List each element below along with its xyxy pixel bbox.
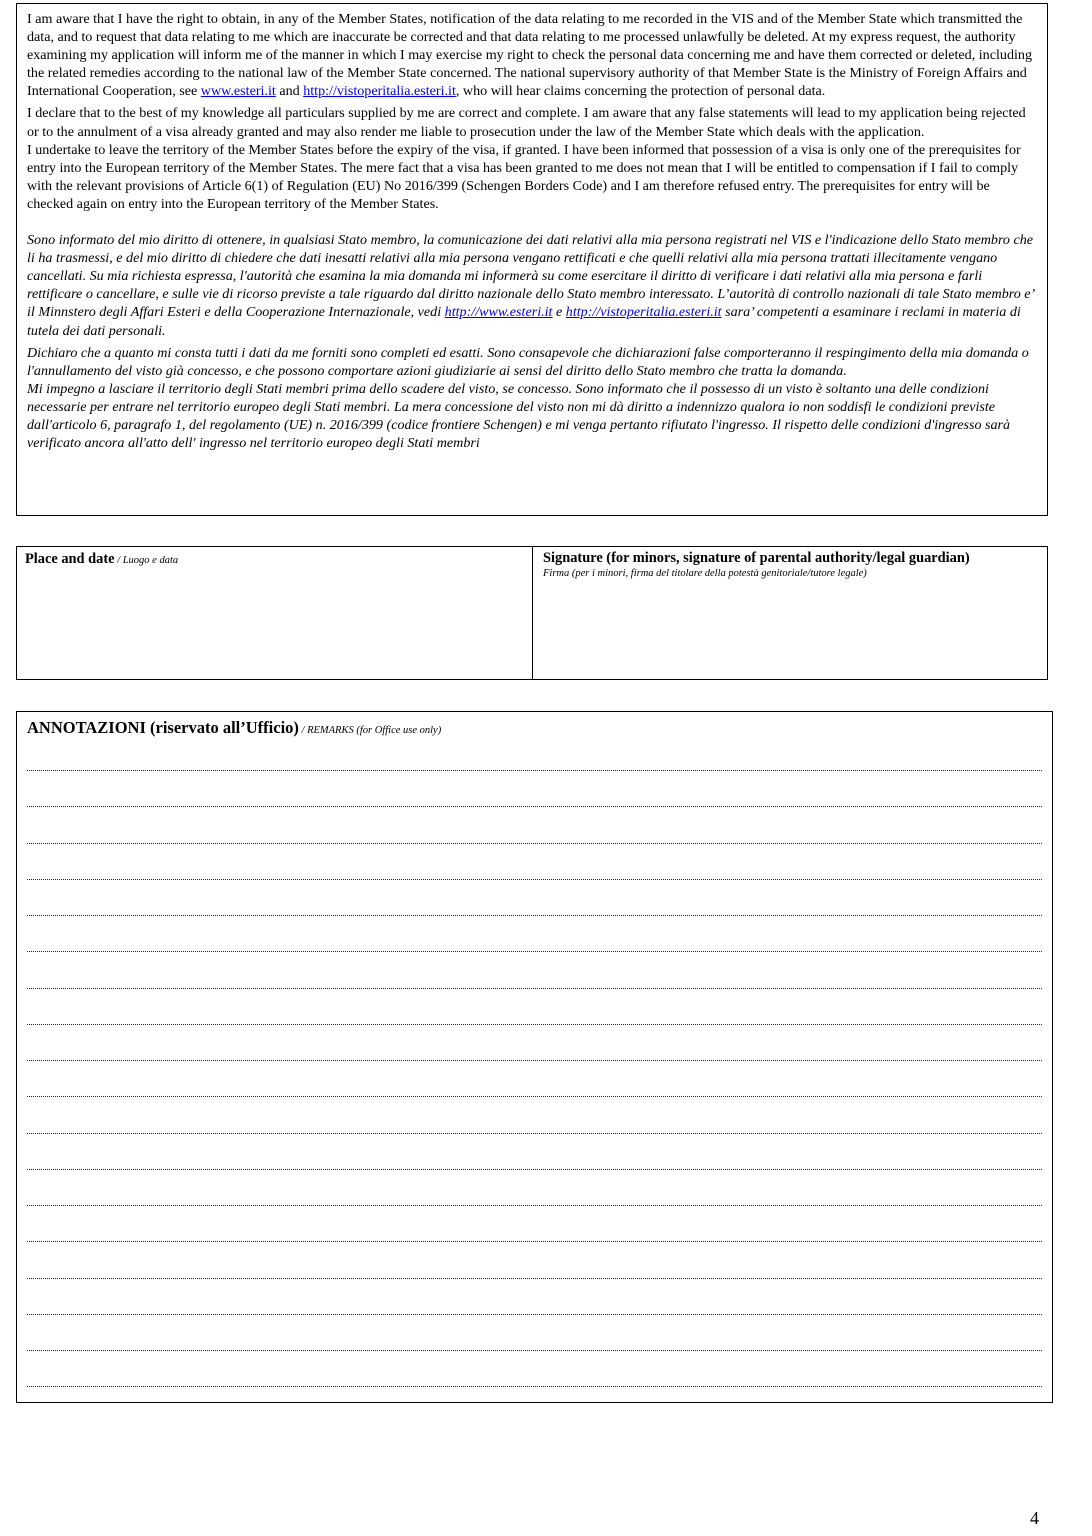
declaration-box	[16, 3, 1048, 516]
remarks-line[interactable]	[27, 916, 1042, 952]
declaration-en-paragraph-1	[27, 10, 1037, 100]
remarks-line[interactable]	[27, 1061, 1042, 1097]
remarks-line[interactable]	[27, 751, 1042, 771]
remarks-line[interactable]	[27, 1242, 1042, 1278]
declaration-en-text: I am aware that I have the right to obtain, in any of the Member States, notification of the data relating to me recorded in the VIS and of the Member State which transmitted the data, and to request that data relating to me which are inaccurate be corrected and that data relating to me processed unlawfully be deleted. At my express request, the authority examining my application will inform me of the manner in which I may exercise my right to check the personal data concerning me and have them corrected or deleted, including the related remedies according to the national law of the Member State concerned. The national supervisory authority of that Member State is the Ministry of Foreign Affairs and International Cooperation, see	[27, 11, 1033, 100]
remarks-line[interactable]	[27, 844, 1042, 880]
remarks-line[interactable]	[27, 807, 1042, 843]
declaration-it-text: sara’ competenti a esaminare i reclami in materia di tutela dei dati personali.	[27, 304, 1021, 339]
remarks-line[interactable]	[27, 1170, 1042, 1206]
remarks-line[interactable]	[27, 771, 1042, 807]
declaration-en-paragraph-2: I declare that to the best of my knowledge all particulars supplied by me are correct and complete. I am aware that any false statements will lead to my application being rejected or to the annulment of a visa already granted and may also render me liable to prosecution under the law of the Member State which deals with the application.	[27, 105, 1026, 140]
signature-sublabel: Firma (per i minori, firma del titolare della potestà genitoriale/tutore legale)	[543, 568, 867, 579]
remarks-line[interactable]	[27, 952, 1042, 988]
vistoperitalia-link-it[interactable]: http://vistoperitalia.esteri.it	[565, 304, 722, 321]
declaration-it-paragraph-1	[27, 231, 1037, 340]
remarks-line[interactable]	[27, 1315, 1042, 1351]
remarks-heading	[27, 717, 1042, 742]
remarks-box	[16, 711, 1053, 1403]
remarks-line[interactable]	[27, 1206, 1042, 1242]
remarks-line[interactable]	[27, 1134, 1042, 1170]
remarks-line[interactable]	[27, 1025, 1042, 1061]
declaration-it-text: e	[552, 304, 566, 321]
declaration-en-text: , who will hear claims concerning the protection of personal data.	[455, 83, 826, 100]
remarks-line[interactable]	[27, 1097, 1042, 1133]
page-number: 4	[1030, 1508, 1039, 1528]
remarks-line[interactable]	[27, 880, 1042, 916]
remarks-subtitle: / REMARKS (for Office use only)	[298, 725, 442, 736]
remarks-line[interactable]	[27, 1351, 1042, 1387]
remarks-line[interactable]	[27, 989, 1042, 1025]
place-and-date-label: Place and date	[25, 551, 115, 567]
declaration-it-paragraph-3: Mi impegno a lasciare il territorio degli Stati membri prima dello scadere del visto, se concesso. Sono informato che il possesso di un visto è soltanto una delle condizioni necessarie per entrare nel territorio europeo degli Stati membri. La mera concessione del visto non mi dà diritto a indennizzo qualora io non soddisfi le condizioni previste dall'articolo 6, paragrafo 1, del regolamento (UE) n. 2016/399 (codice frontiere Schengen) e mi venga pertanto rifiutato l'ingresso. Il rispetto delle condizioni d'ingresso sarà verificato ancora all'atto dell' ingresso nel territorio europeo degli Stati membri	[27, 380, 1011, 452]
remarks-title: ANNOTAZIONI (riservato all’Ufficio)	[27, 718, 299, 737]
place-and-date-field[interactable]	[17, 547, 533, 679]
declaration-it-paragraph-2: Dichiaro che a quanto mi consta tutti i dati da me forniti sono completi ed esatti. Sono consapevole che dichiarazioni false comporteranno il respingimento della mia domanda o l'annullamento del visto già concesso, e che possono comportare azioni giudiziarie ai sensi del diritto dello Stato membro che tratta la domanda.	[27, 344, 1029, 379]
declaration-en-text: and	[275, 83, 304, 100]
signature-label: Signature (for minors, signature of parental authority/legal guardian)	[543, 550, 970, 566]
remarks-lines[interactable]	[27, 751, 1042, 1387]
vistoperitalia-link[interactable]: http://vistoperitalia.esteri.it	[303, 83, 456, 100]
signature-field[interactable]	[533, 547, 1047, 679]
signature-section	[16, 546, 1048, 680]
remarks-line[interactable]	[27, 1279, 1042, 1315]
esteri-link-it[interactable]: http://www.esteri.it	[444, 304, 553, 321]
place-and-date-sublabel: / Luogo e data	[114, 555, 179, 566]
declaration-it-text: Sono informato del mio diritto di ottenere, in qualsiasi Stato membro, la comunicazione dei dati relativi alla mia persona registrati nel VIS e l'indicazione dello Stato membro che li ha trasmessi, e del mio diritto di chiedere che dati inesatti relativi alla mia persona vengano rettificati e che quelli relativi alla mia persona trattati illecitamente vengano cancellati. Su mia richiesta espressa, l'autorità che esamina la mia domanda mi informerà su come esercitare il diritto di verificare i dati relativi alla mia persona e farli rettificare o cancellare, e sulle vie di ricorso previste a tale riguardo dal diritto nazionale dello Stato membro interessato. L’autorità di controllo nazionali di tale Stato membro e’ il Minnstero degli Affari Esteri e della Cooperazione Internazionale, vedi	[27, 232, 1034, 321]
declaration-en-paragraph-3: I undertake to leave the territory of the Member States before the expiry of the visa, if granted. I have been informed that possession of a visa is only one of the prerequisites for entry into the European territory of the Member States. The mere fact that a visa has been granted to me does not mean that I will be entitled to compensation if I fail to comply with the relevant provisions of Article 6(1) of Regulation (EU) No 2016/399 (Schengen Borders Code) and I am therefore refused entry. The prerequisites for entry will be checked again on entry into the European territory of the Member States.	[27, 141, 1021, 212]
esteri-link[interactable]: www.esteri.it	[200, 83, 276, 100]
